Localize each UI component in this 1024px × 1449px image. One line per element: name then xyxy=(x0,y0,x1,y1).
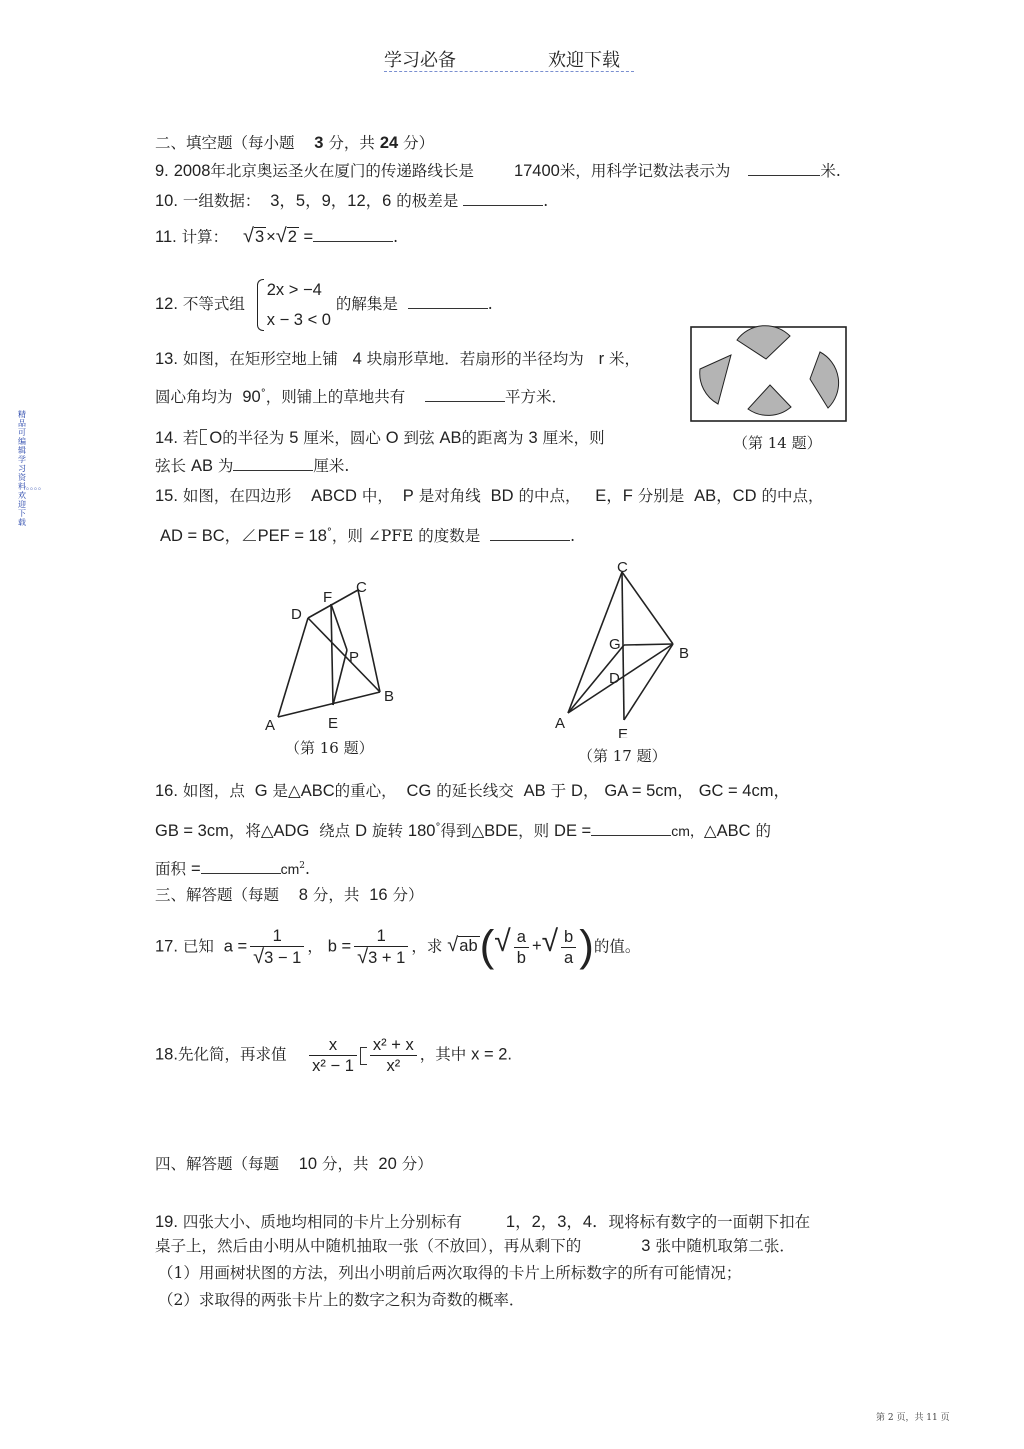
fig17-label-d: D xyxy=(609,670,620,687)
answer-blank-16a[interactable] xyxy=(591,821,671,836)
answer-blank-10[interactable] xyxy=(463,191,543,206)
figure-17-caption: （第 17 题） xyxy=(578,747,667,765)
answer-blank-14[interactable] xyxy=(233,456,313,471)
inequality-system: 2x > −4 x − 3 < 0 xyxy=(255,275,331,335)
header-right: 欢迎下载 xyxy=(548,50,620,71)
question-19-part2: （2）求取得的两张卡片上的数字之积为奇数的概率． xyxy=(158,1291,525,1309)
fig14-sector-left xyxy=(700,355,731,404)
fig17-label-a: A xyxy=(555,715,566,732)
question-19-line2: 桌子上，然后由小明从中随机抽取一张（不放回），再从剩下的 3 张中随机取第二张． xyxy=(155,1237,795,1255)
question-17: 17. 已知 a = $\frac{1}{√3 - 1}$ ， b = $\frac{1}{√3 + 1}$ ，求 √ab(√ $\frac{a}{b}$ +√ $\frac{b}{a}$ )的值。 xyxy=(155,922,641,971)
header-rule xyxy=(384,71,634,72)
margin-note: 精品可编辑学习资料。。。。欢迎下载 xyxy=(18,410,46,527)
answer-blank-9[interactable] xyxy=(748,161,820,176)
question-16-line3: 面积 = $cm^2$. xyxy=(155,860,310,878)
question-12: 12. 不等式组 2x > −4 x − 3 < 0 的解集是 . xyxy=(155,275,493,335)
fig14-sector-right xyxy=(810,352,839,408)
fig17-label-e: E xyxy=(618,726,629,738)
answer-blank-16b[interactable] xyxy=(201,859,281,874)
question-19-part1: （1）用画树状图的方法，列出小明前后两次取得的卡片上所标数字的所有可能情况； xyxy=(158,1264,742,1282)
fig14-sector-bottom xyxy=(748,385,791,415)
question-10: 10. 一组数据： 3，5，9，12，6 的极差是 . xyxy=(155,192,549,210)
fig16-label-a: A xyxy=(265,717,276,734)
answer-blank-13[interactable] xyxy=(425,387,505,402)
section2-title: 二、填空题（每小题 3 分，共 24 分） xyxy=(155,134,435,152)
figure-14 xyxy=(688,324,850,424)
question-16-line1: 16. 如图，点 G 是△ABC的重心， CG 的延长线交 AB 于 D， GA = 5cm， GC = 4cm， xyxy=(155,782,790,800)
fig16-label-d: D xyxy=(291,606,302,623)
fig16-label-c: C xyxy=(356,579,367,596)
fig17-label-c: C xyxy=(617,559,628,576)
figure-17 xyxy=(548,558,708,738)
page-header xyxy=(384,46,620,72)
question-11: 11. 计算： √3 ×√2 = . xyxy=(155,225,399,247)
question-13-line1: 13. 如图，在矩形空地上铺 4 块扇形草地．若扇形的半径均为 r 米， xyxy=(155,350,641,368)
fig14-sector-top xyxy=(737,326,790,359)
question-19-line1: 19. 四张大小、质地均相同的卡片上分别标有 1，2，3，4．现将标有数字的一面朝下扣在 xyxy=(155,1213,811,1231)
question-13-line2: 圆心角均为 90°，则铺上的草地共有 平方米． xyxy=(155,387,567,406)
question-15-line1: 15. 如图，在四边形 ABCD 中， P 是对角线 BD 的中点， E，F 分别是 AB，CD 的中点， xyxy=(155,487,824,505)
question-9: 9. 2008年北京奥运圣火在厦门的传递路线长是 17400米，用科学记数法表示为 米. xyxy=(155,162,841,180)
header-left: 学习必备 xyxy=(384,50,456,71)
figure-16 xyxy=(255,575,415,740)
fig16-label-f: F xyxy=(323,589,333,606)
fig17-label-g: G xyxy=(609,636,621,653)
fig16-label-e: E xyxy=(328,715,339,732)
section4-title: 四、解答题（每题 10 分，共 20 分） xyxy=(155,1155,433,1173)
question-15-line2: AD = BC，∠PEF = 18°，则 ∠PFE 的度数是 . xyxy=(160,526,576,545)
question-16-line2: GB = 3cm，将△ADG 绕点 D 旋转 180°得到△BDE，则 DE = cm，△ABC 的 xyxy=(155,821,771,840)
figure-14-caption: （第 14 题） xyxy=(733,434,822,452)
answer-blank-11[interactable] xyxy=(313,227,393,242)
figure-16-caption: （第 16 题） xyxy=(285,739,374,757)
answer-blank-15[interactable] xyxy=(490,526,570,541)
fig16-label-p: P xyxy=(349,649,360,666)
page-footer: 第 2 页，共 11 页 xyxy=(876,1413,950,1423)
question-14-line2: 弦长 AB 为 厘米. xyxy=(155,457,350,475)
fig17-label-b: B xyxy=(679,645,690,662)
question-14-line1: 14. 若 O的半径为 5 厘米，圆心 O 到弦 AB的距离为 3 厘米，则 xyxy=(155,429,605,447)
section3-title: 三、解答题（每题 8 分，共 16 分） xyxy=(155,886,424,904)
answer-blank-12[interactable] xyxy=(408,294,488,309)
question-18: 18.先化简，再求值 $\frac{x}{\text{x² − 1}}$ $\frac{\text{x² + x}}{\text{x²}}$ ，其中 x = 2. xyxy=(155,1036,512,1075)
fig16-label-b: B xyxy=(384,688,395,705)
